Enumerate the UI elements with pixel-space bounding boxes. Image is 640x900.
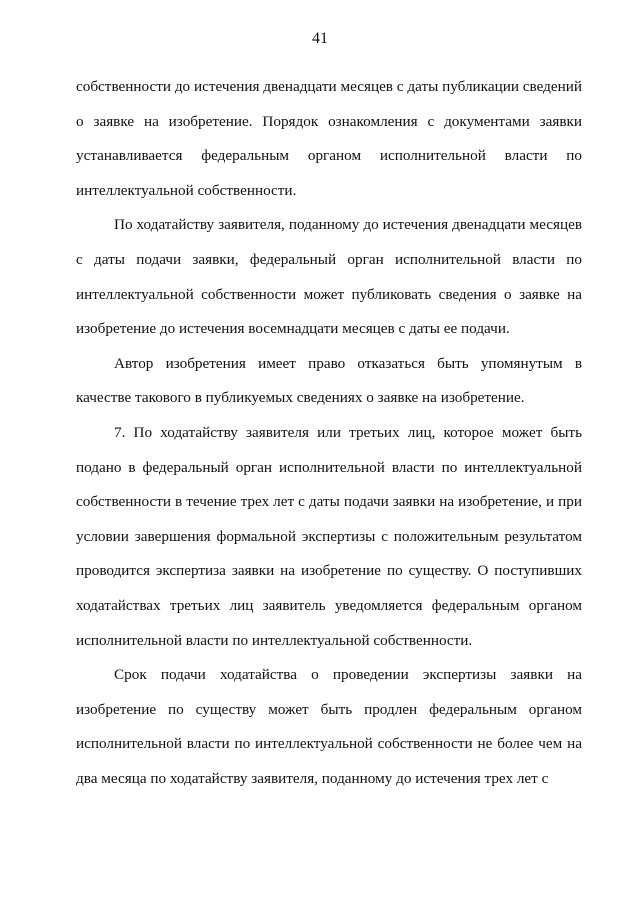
paragraph-author-right: Автор изобретения имеет право отказаться быть упомянутым в качестве такового в публикуемых сведениях о заявке на изобретение. <box>76 354 582 407</box>
body-text <box>76 70 582 796</box>
paragraph-continuation: собственности до истечения двенадцати месяцев с даты публикации сведений о заявке на изобретение. Порядок ознакомления с документами заявки устанавливается федеральным органом исполнительной власти по интеллектуальной собственности. <box>76 78 582 199</box>
paragraph-publication-request: По ходатайству заявителя, поданному до истечения двенадцати месяцев с даты подачи заявки, федеральный орган исполнительной власти по интеллектуальной собственности может публиковать сведения о заявке на изобретение до истечения восемнадцати месяцев с даты ее подачи. <box>76 216 582 338</box>
page-number: 41 <box>312 30 328 47</box>
paragraph-term-extension: Срок подачи ходатайства о проведении экспертизы заявки на изобретение по существу может быть продлен федеральным органом исполнительной власти по интеллектуальной собственности не более чем на два месяца по ходатайству заявителя, поданному до истечения трех лет с <box>76 666 582 787</box>
paragraph-item-7: 7. По ходатайству заявителя или третьих лиц, которое может быть подано в федеральный орган исполнительной власти по интеллектуальной собственности в течение трех лет с даты подачи заявки на изобретение, и при условии завершения формальной экспертизы с положительным результатом проводится экспертиза заявки на изобретение по существу. О поступивших ходатайствах третьих лиц заявитель уведомляется федеральным органом исполнительной власти по интеллектуальной собственности. <box>76 423 582 649</box>
